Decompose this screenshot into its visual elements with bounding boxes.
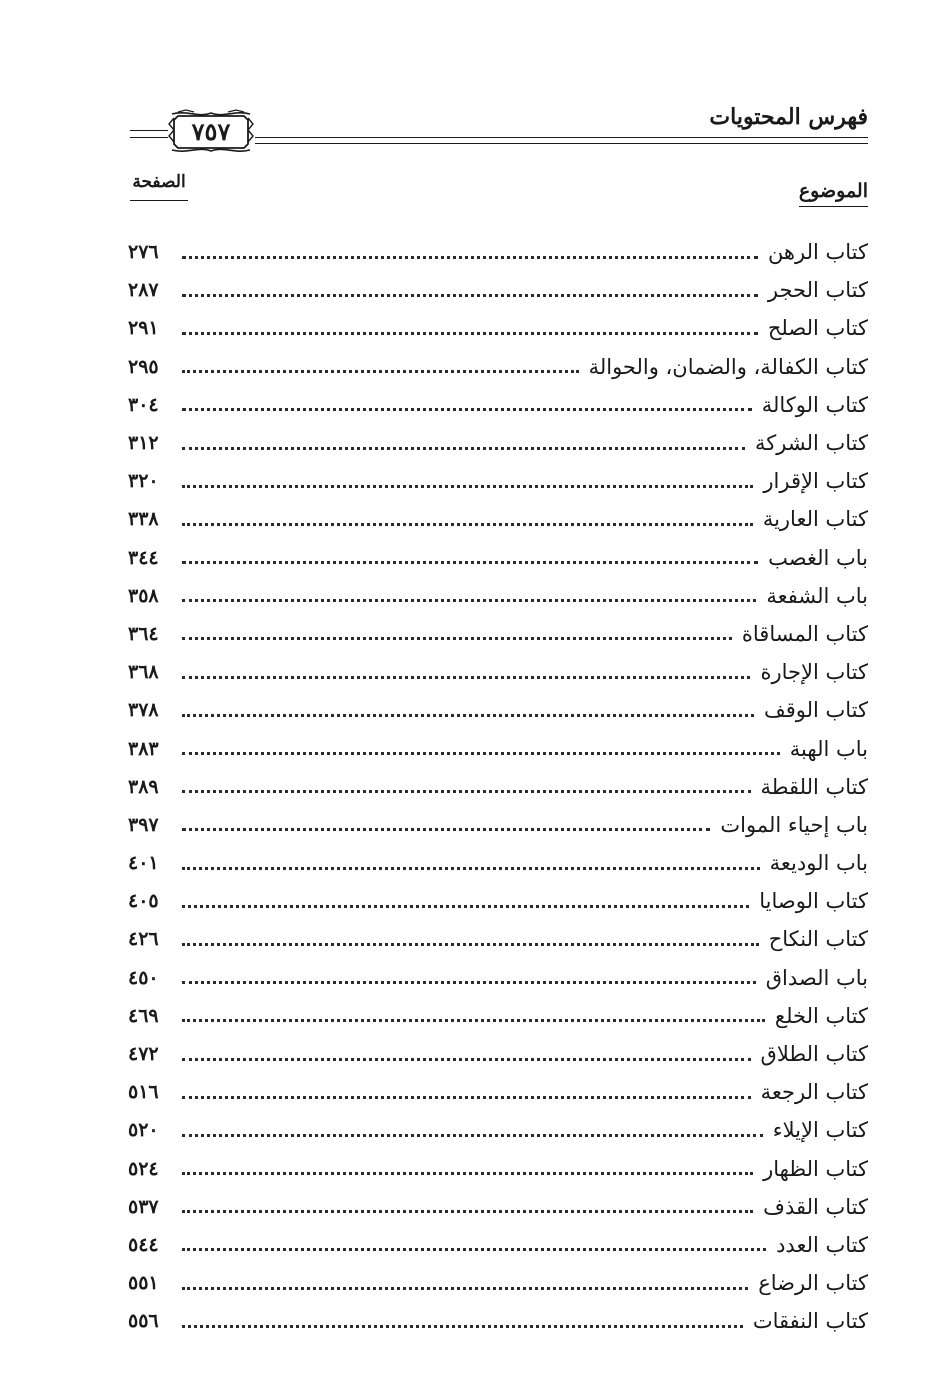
dot-leader bbox=[182, 485, 753, 488]
toc-entry-title: كتاب الوقف bbox=[763, 698, 868, 723]
toc-entry-title: كتاب النفقات bbox=[752, 1309, 868, 1334]
toc-entry bbox=[128, 844, 868, 882]
toc-entry-page: ٣٧٨ bbox=[128, 699, 159, 722]
toc-entry-title: كتاب العدد bbox=[776, 1232, 868, 1257]
toc-entry-title: كتاب الرجعة bbox=[760, 1080, 868, 1105]
toc-entry-page: ٥٤٤ bbox=[128, 1233, 159, 1256]
page-column-heading: الصفحة bbox=[130, 172, 188, 201]
toc-entry-page: ٤٢٦ bbox=[128, 928, 159, 951]
toc-entry-page: ٣٤٤ bbox=[128, 546, 159, 569]
toc-entry bbox=[128, 615, 868, 653]
dot-leader bbox=[182, 256, 758, 259]
toc-entry-page: ٥٣٧ bbox=[128, 1195, 159, 1218]
toc-entry-title: كتاب الخلع bbox=[774, 1003, 868, 1028]
dot-leader bbox=[182, 752, 780, 755]
toc-entry-page: ٣٣٨ bbox=[128, 508, 159, 531]
toc-entry-page: ٥٥٦ bbox=[128, 1310, 159, 1333]
toc-entry-title: باب إحياء الموات bbox=[720, 812, 868, 837]
dot-leader bbox=[182, 1096, 751, 1099]
dot-leader bbox=[182, 370, 579, 373]
toc-entry-page: ٤٥٠ bbox=[128, 966, 159, 989]
dot-leader bbox=[182, 561, 758, 564]
toc-entry-title: كتاب الوكالة bbox=[761, 392, 868, 417]
toc-entry bbox=[128, 959, 868, 997]
toc-entry-page: ٢٧٦ bbox=[128, 241, 159, 264]
dot-leader bbox=[182, 714, 754, 717]
toc-entry bbox=[128, 577, 868, 615]
toc-entry bbox=[128, 882, 868, 920]
toc-entry bbox=[128, 1111, 868, 1149]
topic-column-heading: الموضوع bbox=[799, 180, 868, 207]
toc-entry-page: ٢٩١ bbox=[128, 317, 159, 340]
toc-entry-title: كتاب الشركة bbox=[755, 431, 868, 456]
toc-entry bbox=[128, 462, 868, 500]
dot-leader bbox=[182, 637, 732, 640]
page-number: ٧٥٧ bbox=[191, 117, 231, 146]
toc-entry-page: ٢٨٧ bbox=[128, 279, 159, 302]
toc-entry bbox=[128, 424, 868, 462]
dot-leader bbox=[182, 1172, 753, 1175]
toc-entry-page: ٣٩٧ bbox=[128, 813, 159, 836]
dot-leader bbox=[182, 1134, 763, 1137]
toc-entry bbox=[128, 1188, 868, 1226]
toc-entry bbox=[128, 691, 868, 729]
toc-entry bbox=[128, 500, 868, 538]
toc-entry bbox=[128, 1226, 868, 1264]
dot-leader bbox=[182, 447, 745, 450]
dot-leader bbox=[182, 1058, 751, 1061]
header-rule-left bbox=[130, 130, 168, 138]
toc-entry-title: كتاب الطلاق bbox=[760, 1042, 868, 1067]
toc-entry-title: كتاب الإقرار bbox=[763, 469, 868, 494]
dot-leader bbox=[182, 1210, 753, 1213]
dot-leader bbox=[182, 905, 749, 908]
toc-entry-page: ٤٦٩ bbox=[128, 1004, 159, 1027]
dot-leader bbox=[182, 790, 751, 793]
toc-entry bbox=[128, 271, 868, 309]
header-rule bbox=[255, 137, 868, 144]
toc-entry-title: كتاب المساقاة bbox=[741, 621, 868, 646]
toc-entry-title: كتاب الصلح bbox=[767, 316, 868, 341]
toc-entry bbox=[128, 233, 868, 271]
toc-entry-title: كتاب الوصايا bbox=[759, 889, 868, 914]
toc-entry-title: كتاب النكاح bbox=[768, 927, 868, 952]
toc-entry bbox=[128, 539, 868, 577]
dot-leader bbox=[182, 981, 756, 984]
toc-entry-page: ٣٨٣ bbox=[128, 737, 159, 760]
toc-entry-page: ٣٨٩ bbox=[128, 775, 159, 798]
toc-entry bbox=[128, 309, 868, 347]
toc-entry bbox=[128, 1073, 868, 1111]
toc-entry-title: كتاب الحجر bbox=[767, 278, 868, 303]
toc-entry-page: ٥٥١ bbox=[128, 1272, 159, 1295]
toc-entry bbox=[128, 1035, 868, 1073]
dot-leader bbox=[182, 676, 750, 679]
toc-entry-title: باب الهبة bbox=[789, 736, 868, 761]
toc-entry-title: باب الصداق bbox=[765, 965, 868, 990]
toc-entry bbox=[128, 1264, 868, 1302]
toc-entry-title: باب الوديعة bbox=[769, 851, 868, 876]
toc-entry-title: كتاب الكفالة، والضمان، والحوالة bbox=[588, 354, 868, 379]
toc-entry bbox=[128, 1302, 868, 1340]
toc-entry-title: كتاب الرهن bbox=[767, 240, 868, 265]
page-number-badge bbox=[168, 108, 254, 154]
toc-entry-title: باب الغصب bbox=[768, 545, 868, 570]
toc-entry-page: ٣٥٨ bbox=[128, 584, 159, 607]
toc-entry bbox=[128, 348, 868, 386]
dot-leader bbox=[182, 599, 756, 602]
toc-entry-page: ٥١٦ bbox=[128, 1081, 159, 1104]
dot-leader bbox=[182, 294, 758, 297]
dot-leader bbox=[182, 1019, 765, 1022]
table-of-contents bbox=[128, 233, 868, 1340]
toc-entry-page: ٢٩٥ bbox=[128, 355, 159, 378]
dot-leader bbox=[182, 332, 758, 335]
toc-entry-title: كتاب اللقطة bbox=[760, 774, 868, 799]
toc-entry-title: كتاب الظهار bbox=[763, 1156, 868, 1181]
toc-entry-page: ٥٢٤ bbox=[128, 1157, 159, 1180]
dot-leader bbox=[182, 867, 760, 870]
toc-entry bbox=[128, 1150, 868, 1188]
toc-entry-page: ٥٢٠ bbox=[128, 1119, 159, 1142]
toc-entry bbox=[128, 806, 868, 844]
toc-entry-title: كتاب الرضاع bbox=[758, 1271, 868, 1296]
toc-entry-page: ٣٠٤ bbox=[128, 393, 159, 416]
toc-entry-page: ٣٦٨ bbox=[128, 661, 159, 684]
toc-entry bbox=[128, 729, 868, 767]
toc-entry bbox=[128, 768, 868, 806]
toc-entry-title: باب الشفعة bbox=[766, 583, 868, 608]
dot-leader bbox=[182, 1287, 748, 1290]
toc-entry-title: كتاب القذف bbox=[763, 1194, 868, 1219]
toc-entry bbox=[128, 997, 868, 1035]
toc-entry-title: كتاب العارية bbox=[762, 507, 868, 532]
toc-entry-page: ٤٧٢ bbox=[128, 1043, 159, 1066]
running-title: فهرس المحتويات bbox=[709, 104, 868, 130]
dot-leader bbox=[182, 828, 710, 831]
toc-entry-page: ٣٦٤ bbox=[128, 622, 159, 645]
toc-entry-page: ٤٠٥ bbox=[128, 890, 159, 913]
dot-leader bbox=[182, 523, 753, 526]
toc-entry-page: ٤٠١ bbox=[128, 852, 159, 875]
toc-entry bbox=[128, 920, 868, 958]
dot-leader bbox=[182, 943, 759, 946]
dot-leader bbox=[182, 408, 752, 411]
toc-entry bbox=[128, 386, 868, 424]
toc-entry bbox=[128, 653, 868, 691]
toc-entry-page: ٣٢٠ bbox=[128, 470, 159, 493]
toc-entry-title: كتاب الإيلاء bbox=[772, 1118, 868, 1143]
dot-leader bbox=[182, 1325, 743, 1328]
toc-entry-title: كتاب الإجارة bbox=[760, 660, 868, 685]
dot-leader bbox=[182, 1248, 766, 1251]
toc-entry-page: ٣١٢ bbox=[128, 432, 159, 455]
